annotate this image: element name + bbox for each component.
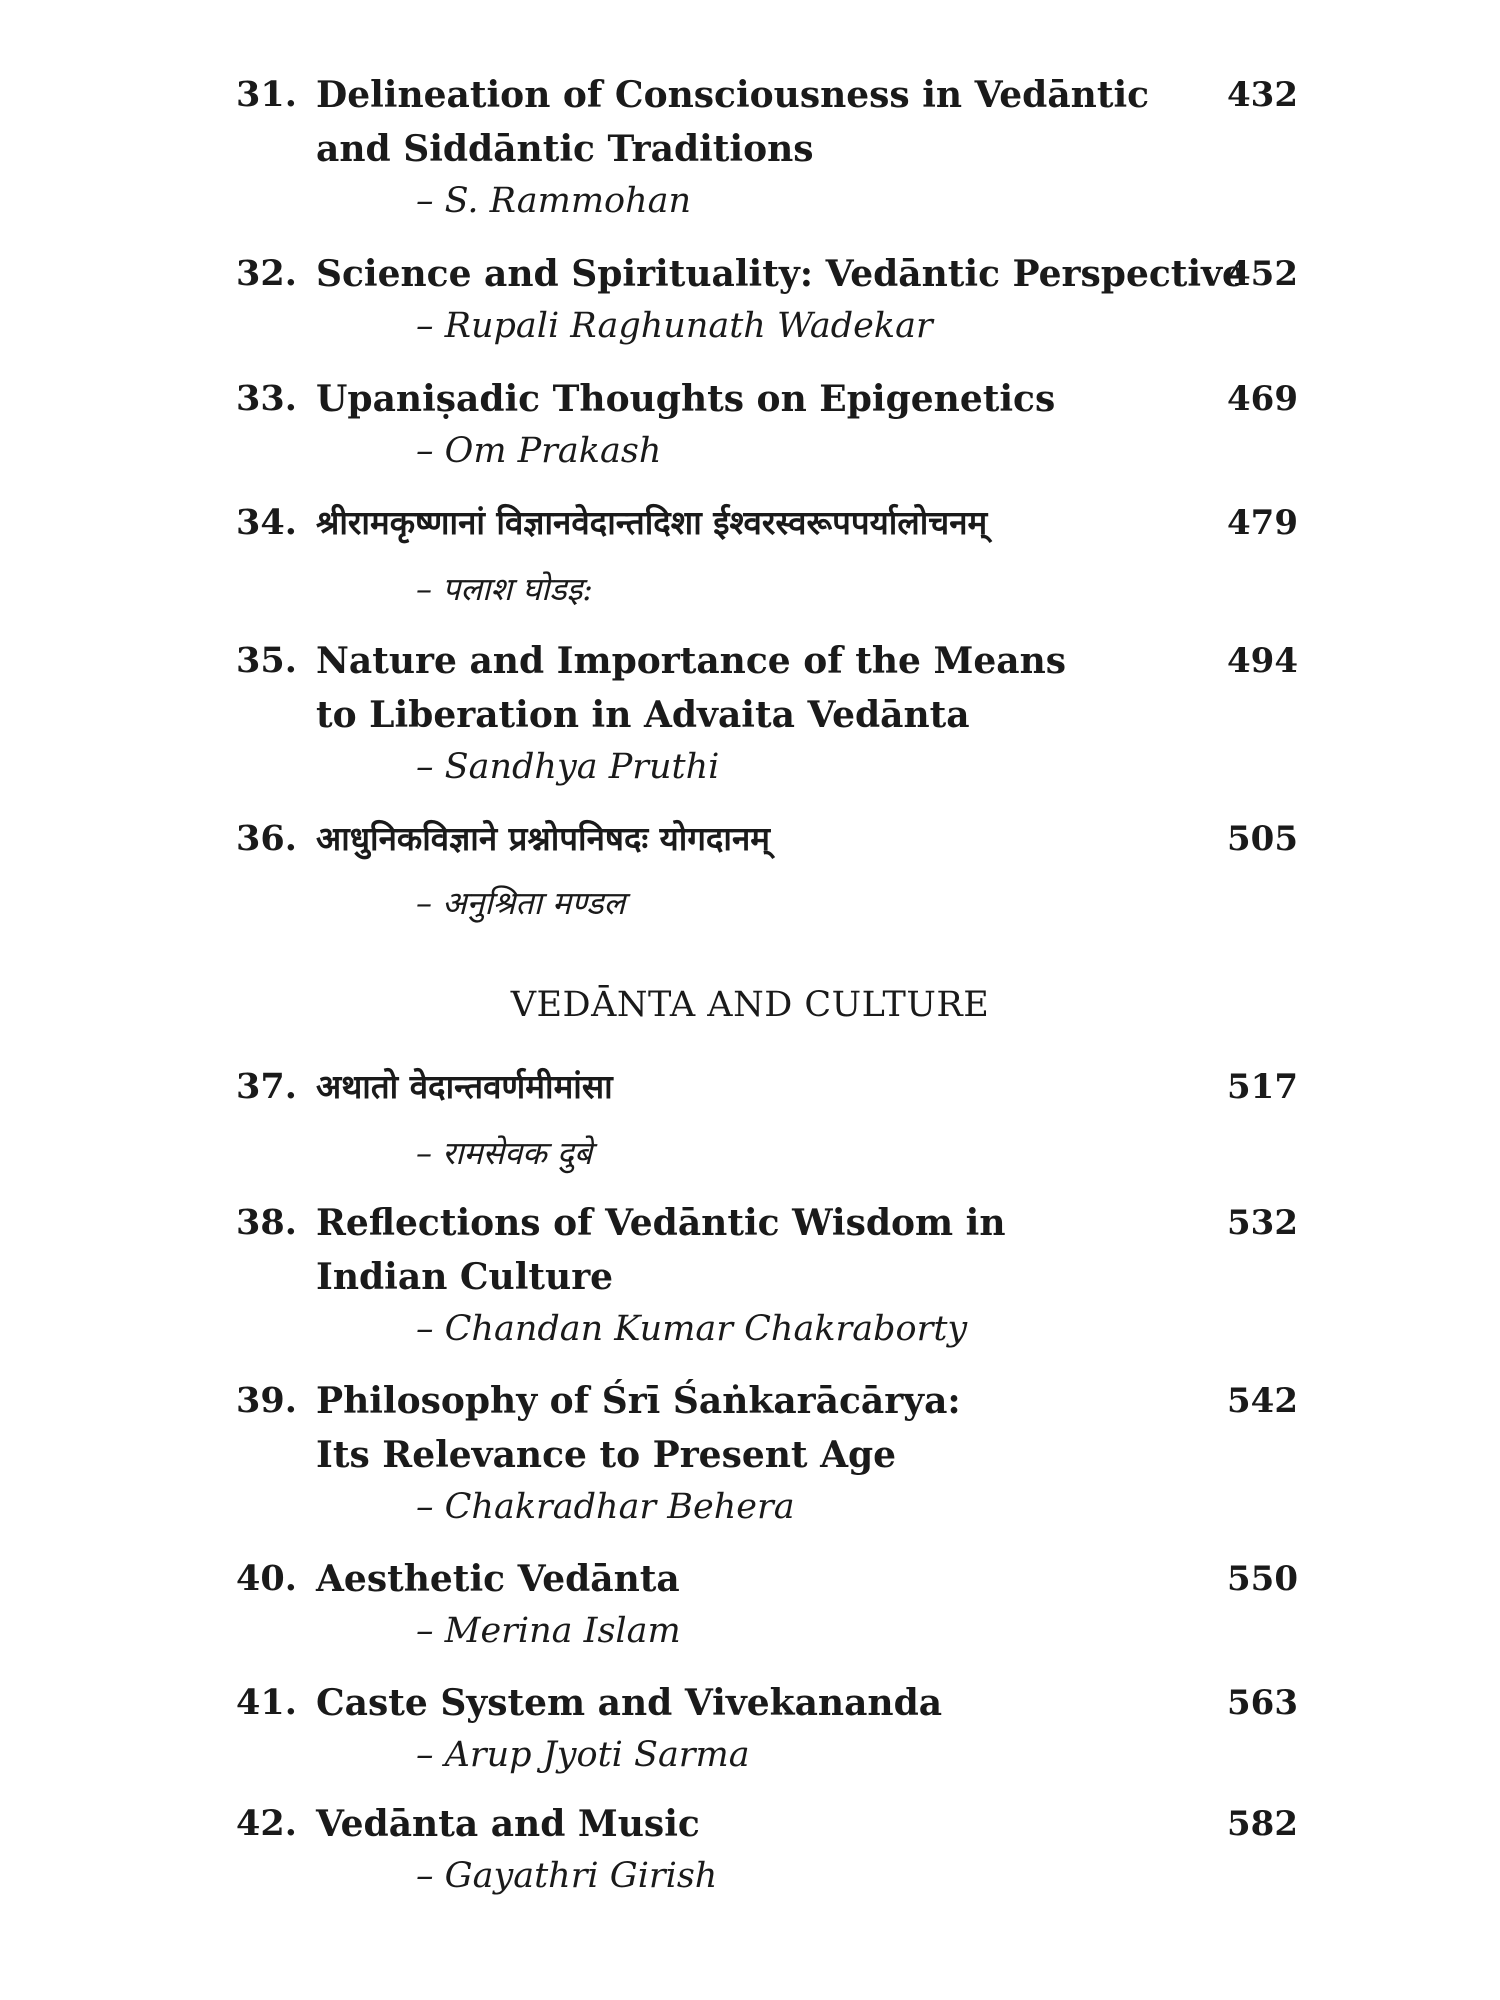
entry-title-line: Indian Culture: [316, 1256, 614, 1298]
entry-number: 36.: [236, 818, 297, 859]
entry-page-number: 517: [1227, 1067, 1298, 1107]
entry-number: 40.: [236, 1558, 297, 1599]
entry-page-number: 452: [1227, 254, 1298, 294]
entry-author: – Om Prakash: [416, 431, 662, 471]
entry-title-line: श्रीरामकृष्णानां विज्ञानवेदान्तदिशा ईश्वरस्वरूपपर्यालोचनम्: [316, 503, 988, 542]
entry-author: – Arup Jyoti Sarma: [416, 1735, 750, 1775]
entry-author: – पलाश घोडइ:: [416, 570, 594, 608]
entry-title: [316, 1374, 1196, 1482]
entry-title-line: Nature and Importance of the Means: [316, 640, 1067, 682]
entry-title-line: आधुनिकविज्ञाने प्रश्नोपनिषदः योगदानम्: [316, 819, 771, 858]
entry-number: 42.: [236, 1803, 297, 1844]
entry-number: 41.: [236, 1682, 297, 1723]
entry-author: – S. Rammohan: [416, 181, 692, 221]
entry-page-number: 532: [1227, 1203, 1298, 1243]
entry-number: 39.: [236, 1380, 297, 1421]
section-heading: VEDĀNTA AND CULTURE: [510, 985, 990, 1025]
entry-page-number: 505: [1227, 819, 1298, 859]
entry-title: [316, 496, 1196, 550]
entry-title-line: to Liberation in Advaita Vedānta: [316, 694, 970, 736]
entry-title-line: अथातो वेदान्तवर्णमीमांसा: [316, 1067, 613, 1106]
entry-title: [316, 1060, 1196, 1114]
entry-author: – Chakradhar Behera: [416, 1487, 795, 1527]
entry-author: – Merina Islam: [416, 1611, 681, 1651]
entry-title: [316, 372, 1196, 426]
entry-page-number: 494: [1227, 641, 1298, 681]
entry-title-line: and Siddāntic Traditions: [316, 128, 814, 170]
entry-title-line: Upaniṣadic Thoughts on Epigenetics: [316, 378, 1056, 420]
entry-title: [316, 1552, 1196, 1606]
entry-number: 37.: [236, 1066, 297, 1107]
entry-author: – Chandan Kumar Chakraborty: [416, 1309, 968, 1349]
entry-title: [316, 247, 1245, 301]
entry-title-line: Its Relevance to Present Age: [316, 1434, 897, 1476]
entry-number: 31.: [236, 74, 297, 115]
entry-page-number: 550: [1227, 1559, 1298, 1599]
entry-title: [316, 634, 1196, 742]
entry-title: [316, 1797, 1196, 1851]
entry-author: – Sandhya Pruthi: [416, 747, 720, 787]
entry-author: – Gayathri Girish: [416, 1856, 718, 1896]
entry-title: [316, 68, 1196, 176]
entry-title-line: Science and Spirituality: Vedāntic Perspective: [316, 253, 1245, 295]
entry-title-line: Vedānta and Music: [316, 1803, 700, 1845]
entry-title: [316, 812, 1196, 866]
entry-page-number: 469: [1227, 379, 1298, 419]
entry-number: 38.: [236, 1202, 297, 1243]
entry-page-number: 563: [1227, 1683, 1298, 1723]
entry-title-line: Caste System and Vivekananda: [316, 1682, 943, 1724]
entry-number: 35.: [236, 640, 297, 681]
entry-page-number: 479: [1227, 503, 1298, 543]
entry-page-number: 432: [1227, 75, 1298, 115]
entry-title: [316, 1676, 1196, 1730]
entry-page-number: 542: [1227, 1381, 1298, 1421]
entry-number: 33.: [236, 378, 297, 419]
entry-title-line: Philosophy of Śrī Śaṅkarācārya:: [316, 1380, 961, 1422]
entry-author: – रामसेवक दुबे: [416, 1134, 593, 1172]
entry-title-line: Delineation of Consciousness in Vedāntic: [316, 74, 1150, 116]
entry-title: [316, 1196, 1196, 1304]
entry-title-line: Aesthetic Vedānta: [316, 1558, 680, 1600]
entry-author: – Rupali Raghunath Wadekar: [416, 306, 933, 346]
entry-page-number: 582: [1227, 1804, 1298, 1844]
entry-number: 32.: [236, 253, 297, 294]
entry-author: – अनुश्रिता मण्डल: [416, 884, 626, 922]
entry-number: 34.: [236, 502, 297, 543]
entry-title-line: Reflections of Vedāntic Wisdom in: [316, 1202, 1006, 1244]
